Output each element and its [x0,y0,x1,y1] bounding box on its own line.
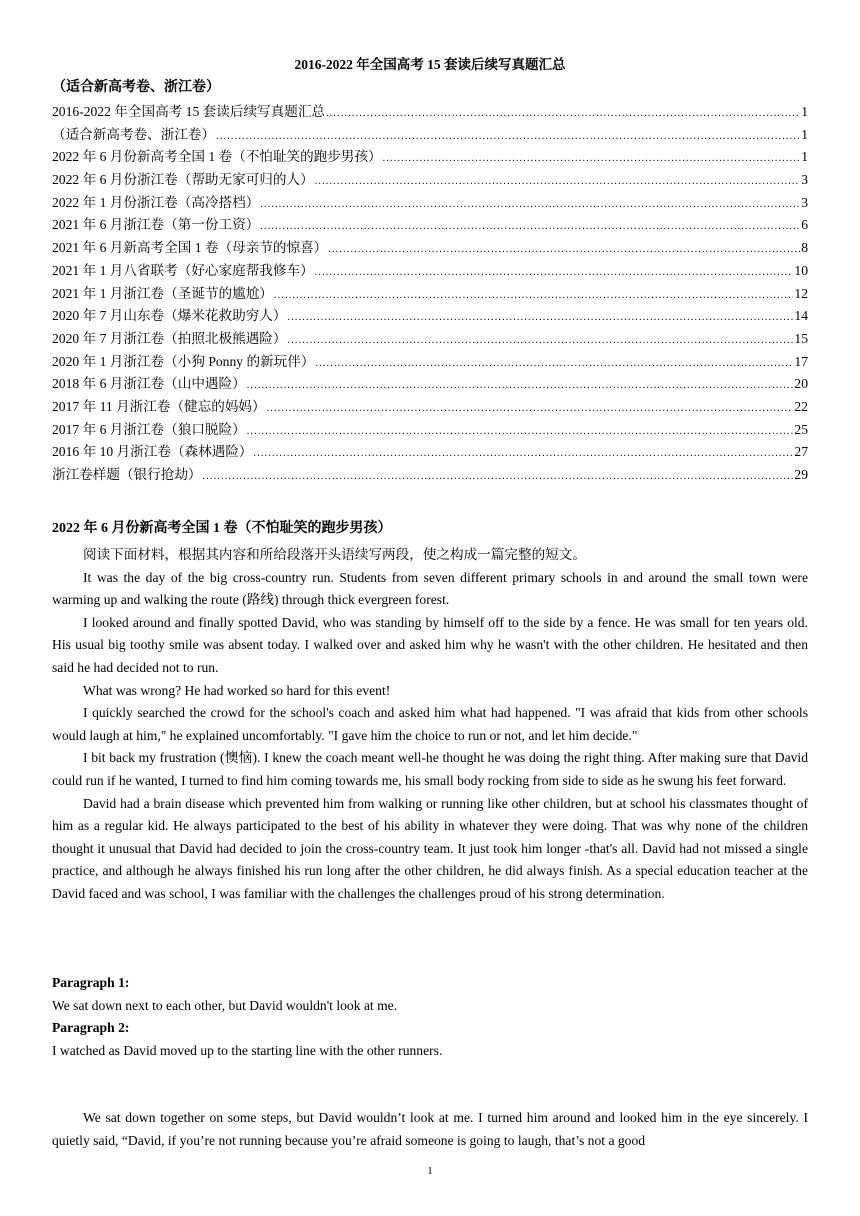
toc-entry[interactable] [52,305,808,328]
toc-leader-dots [328,239,800,262]
answer-paragraph: We sat down together on some steps, but David wouldn’t look at me. I turned him around and looked him in the eye sincerely. I quietly said, “David, if you’re not running because you’re afraid someone is going to laugh, that’s not a good [52,1110,808,1148]
toc-entry-label: 2020 年 7 月浙江卷（拍照北极熊遇险） [52,330,287,346]
toc-entry-page: 1 [801,104,808,119]
toc-leader-dots [315,171,801,194]
passage-paragraph: I quickly searched the crowd for the school's coach and asked him what had happened. "I was afraid that kids from other schools would laugh at him," he explained uncomfortably. "I gave him the choice to run or not, and let him decide." [52,705,808,743]
toc-entry-page: 3 [801,172,808,188]
toc-entry-page: 22 [794,398,808,414]
toc-entry-page: 1 [801,149,808,165]
passage-paragraph: It was the day of the big cross-country run. Students from seven different primary schools in and around the small town were warming up and walking the route (路线) through thick evergreen forest. [52,569,808,608]
toc-entry-page: 17 [794,353,808,369]
passage-paragraph: I bit back my frustration (懊恼). I knew the coach meant well-he thought he was doing the right thing. After making sure that David could run if he wanted, I turned to find him coming towards me, his small body rocking from side to side as he swung his feet forward. [52,750,808,788]
document-title: 2016-2022 年全国高考 15 套读后续写真题汇总 [294,57,566,72]
toc-entry[interactable] [52,419,808,442]
toc-entry[interactable] [52,351,808,374]
task-instruction: 阅读下面材料，根据其内容和所给段落开头语续写两段，使之构成一篇完整的短文。 [83,547,586,562]
toc-entry[interactable] [52,328,808,351]
toc-entry-page: 27 [794,444,808,460]
toc-entry[interactable] [52,214,808,237]
toc-entry-label: 2020 年 7 月山东卷（爆米花救助穷人） [52,308,287,324]
toc-entry-label: 2018 年 6 月浙江卷（山中遇险） [52,376,246,392]
toc-entry[interactable] [52,441,808,464]
toc-entry-page: 20 [794,376,808,392]
toc-entry[interactable] [52,192,808,215]
toc-entry-page: 10 [794,262,808,278]
toc-leader-dots [254,443,794,466]
toc-entry[interactable] [52,260,808,283]
sample-answer [52,1107,808,1152]
toc-entry-label: 2016 年 10 月浙江卷（森林遇险） [52,444,253,460]
toc-entry-page: 12 [794,285,808,301]
continuation-prompts [52,972,808,1062]
toc-entry[interactable] [52,124,808,147]
toc-entry-page: 25 [794,421,808,437]
paragraph-2-opening: I watched as David moved up to the starting line with the other runners. [52,1042,443,1058]
passage-paragraph: What was wrong? He had worked so hard for this event! [83,682,391,698]
toc-entry-page: 1 [801,126,808,142]
passage-paragraph: I looked around and finally spotted David, who was standing by himself off to the side by a fence. He was small for ten years old. His usual big toothy smile was absent today. I walked over and asked him why he wasn't with the other children. He hesitated and then said he had decided not to run. [52,614,808,675]
toc-leader-dots [267,398,794,421]
toc-entry[interactable] [52,237,808,260]
toc-entry-page: 6 [801,217,808,233]
toc-entry-label: 2021 年 1 月八省联考（好心家庭帮我修车） [52,262,314,278]
toc-entry-label: 2016-2022 年全国高考 15 套读后续写真题汇总 [52,104,326,119]
toc-leader-dots [274,285,794,308]
toc-leader-dots [247,375,794,398]
toc-entry[interactable] [52,373,808,396]
paragraph-1-opening: We sat down next to each other, but David wouldn't look at me. [52,997,398,1013]
toc-leader-dots [315,353,793,376]
toc-entry-label: 2017 年 11 月浙江卷（健忘的妈妈） [52,398,266,414]
toc-leader-dots [288,330,794,353]
page-number: 1 [427,1165,433,1177]
toc-leader-dots [383,148,801,171]
paragraph-1-label: Paragraph 1: [52,975,130,990]
passage-body [52,544,808,906]
toc-leader-dots [260,194,800,217]
toc-leader-dots [216,126,800,149]
toc-entry[interactable] [52,169,808,192]
toc-leader-dots [260,216,800,239]
toc-entry-label: 2021 年 1 月浙江卷（圣诞节的尴尬） [52,285,273,301]
toc-leader-dots [247,421,794,444]
toc-entry[interactable] [52,146,808,169]
toc-leader-dots [326,103,800,126]
toc-entry-label: 2022 年 1 月份浙江卷（高冷搭档） [52,194,260,210]
toc-entry[interactable] [52,101,808,124]
toc-entry-label: 2021 年 6 月新高考全国 1 卷（母亲节的惊喜） [52,240,328,256]
toc-entry[interactable] [52,283,808,306]
toc-entry[interactable] [52,396,808,419]
document-subtitle: （适合新高考卷、浙江卷） [52,80,220,95]
toc-leader-dots [288,307,794,330]
passage-paragraph: David had a brain disease which prevented him from walking or running like other children, but at school his classmates thought of him as a regular kid. He always participated to the best of his ability in whatever they were doing. That was why none of the children thought it unusual that David had decided to join the cross-country team. It just took him longer -that's all. David had not missed a single practice, and although he always finished his run long after the other children, he did always finish. As a special education teacher at the David faced and was school, I was familiar with the challenges the challenges proud of his strong determination. [52,795,808,901]
section-heading: 2022 年 6 月份新高考全国 1 卷（不怕耻笑的跑步男孩） [52,521,392,536]
toc-entry-label: 2022 年 6 月份浙江卷（帮助无家可归的人） [52,172,314,188]
toc-entry-page: 29 [794,467,808,482]
toc-leader-dots [315,262,794,285]
toc-entry-label: 浙江卷样题（银行抢劫） [52,467,202,482]
toc-entry-page: 15 [794,330,808,346]
toc-entry-page: 14 [794,308,808,324]
paragraph-2-label: Paragraph 2: [52,1020,130,1036]
toc-entry[interactable] [52,464,808,487]
toc-entry-label: 2022 年 6 月份新高考全国 1 卷（不怕耻笑的跑步男孩） [52,149,382,165]
toc-entry-label: （适合新高考卷、浙江卷） [52,126,216,142]
toc-entry-label: 2020 年 1 月浙江卷（小狗 Ponny 的新玩伴） [52,353,315,369]
toc-leader-dots [203,466,794,489]
toc-entry-label: 2021 年 6 月浙江卷（第一份工资） [52,217,260,233]
toc-entry-page: 3 [801,194,808,210]
table-of-contents [52,101,808,487]
toc-entry-label: 2017 年 6 月浙江卷（狼口脱险） [52,421,246,437]
toc-entry-page: 8 [801,240,808,256]
